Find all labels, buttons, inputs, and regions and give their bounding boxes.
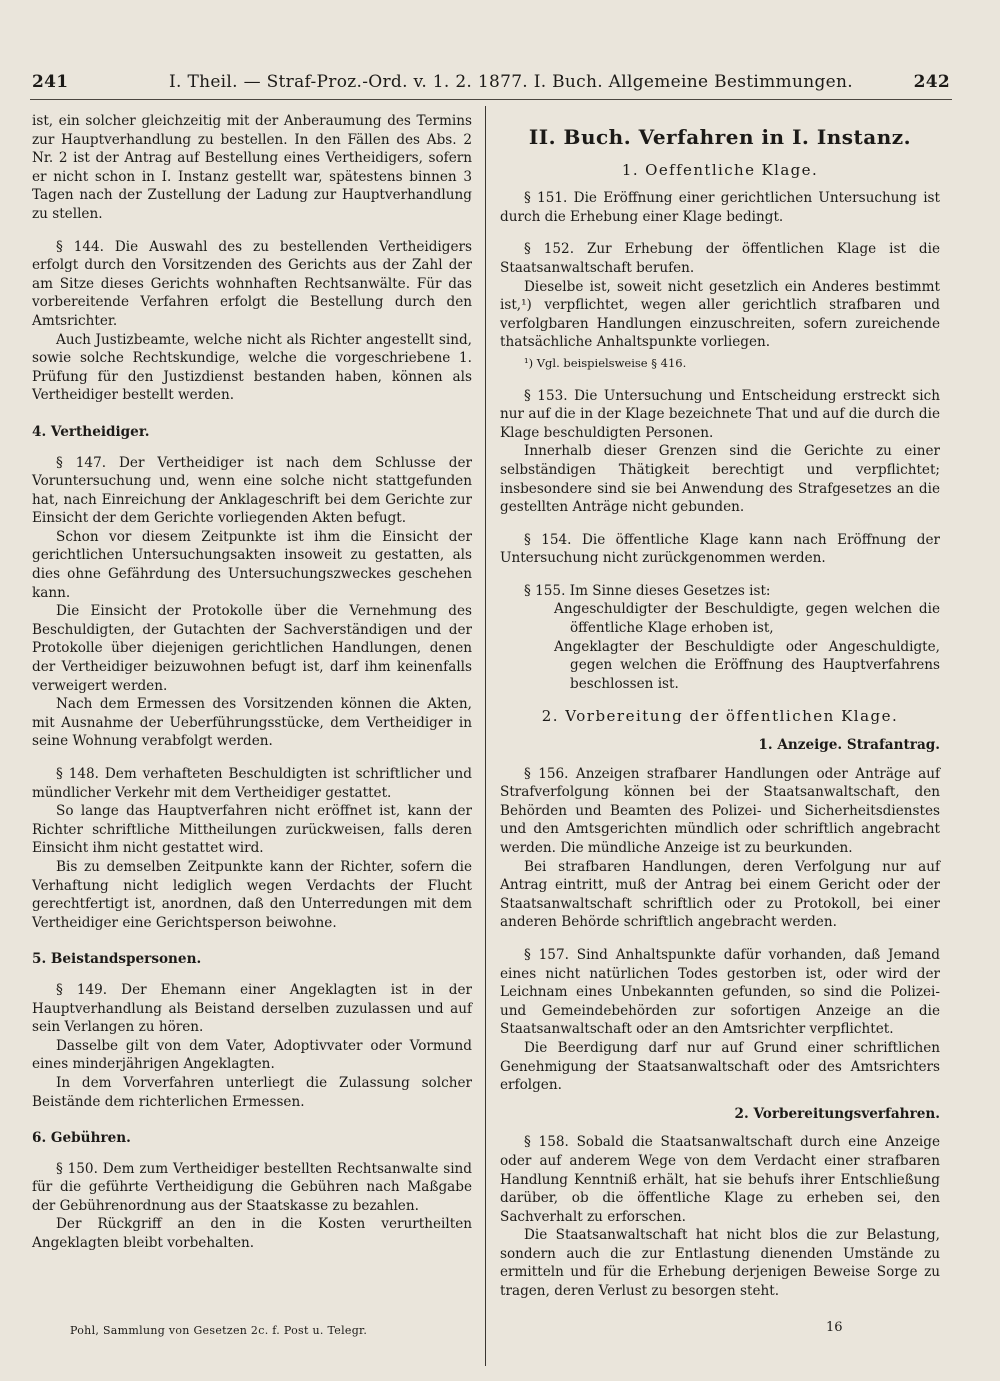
subheading-oeffentliche-klage: 1. Oeffentliche Klage. xyxy=(621,160,819,179)
right-column xyxy=(500,120,940,1301)
paragraph: Auch Justizbeamte, welche nicht als Richter angestellt sind, sowie solche Rechtskundige, welche die vorgeschriebene 1. Prüfung für den Justizdienst bestanden haben, können als Vertheidiger bestellt werden. xyxy=(32,331,472,404)
section-151: § 151. Die Eröffnung einer gerichtlichen Untersuchung ist durch die Erhebung einer Klage bedingt. xyxy=(500,190,940,225)
section-155: § 155. Im Sinne dieses Gesetzes ist: xyxy=(524,582,771,599)
paragraph: ist, ein solcher gleichzeitig mit der Anberaumung des Termins zur Hauptverhandlung zu bestellen. In den Fällen des Abs. 2 Nr. 2 ist der Antrag auf Bestellung eines Vertheidigers, sofern er nicht schon in I. Instanz gestellt war, spätestens binnen 3 Tagen nach der Zustellung der Ladung zur Hauptverhandlung zu stellen. xyxy=(32,113,472,222)
section-157: § 157. Sind Anhaltspunkte dafür vorhanden, daß Jemand eines nicht natürlichen Todes gestorben ist, oder wird der Leichnam eines Unbekannten gefunden, so sind die Polizei- und Gemeindebehörden zur sofortigen Anzeige an die Staatsanwaltschaft oder an den Amtsrichter verpflichtet. xyxy=(500,946,940,1038)
footnote: ¹) Vgl. beispielsweise § 416. xyxy=(524,355,687,370)
heading-anzeige: 1. Anzeige. Strafantrag. xyxy=(758,737,940,754)
section-156: § 156. Anzeigen strafbarer Handlungen oder Anträge auf Strafverfolgung können bei der Staatsanwaltschaft, den Behörden und Beamten des Polizei- und Sicherheitsdienstes und den Amtsgerichten mündlich oder schriftlich angebracht werden. Die mündliche Anzeige ist zu beurkunden. xyxy=(500,765,940,856)
section-154: § 154. Die öffentliche Klage kann nach Eröffnung der Untersuchung nicht zurückgenommen werden. xyxy=(500,531,940,567)
footer-source: Pohl, Sammlung von Gesetzen 2c. f. Post u. Telegr. xyxy=(70,1324,368,1337)
sheet-number: 16 xyxy=(826,1320,843,1335)
left-page-number: 241 xyxy=(32,72,69,92)
section-149: § 149. Der Ehemann einer Angeklagten ist in der Hauptverhandlung als Beistand derselben zuzulassen und auf sein Verlangen zu hören. xyxy=(32,981,472,1036)
right-page-number: 242 xyxy=(913,72,950,92)
section-144: § 144. Die Auswahl des zu bestellenden Vertheidigers erfolgt durch den Vorsitzenden des Gerichts aus der Zahl der am Sitze dieses Gerichts wohnhaften Rechtsanwälte. Für das vorbereitende Verfahren erfolgt die Bestellung durch den Amtsrichter. xyxy=(32,238,472,329)
paragraph: Die Beerdigung darf nur auf Grund einer schriftlichen Genehmigung der Staatsanwaltschaft oder des Amtsrichters erfolgen. xyxy=(500,1039,940,1094)
section-150: § 150. Dem zum Vertheidiger bestellten Rechtsanwalte sind für die geführte Vertheidigung die Gebühren nach Maßgabe der Gebührenordnung aus der Staatskasse zu bezahlen. xyxy=(32,1160,472,1214)
paragraph: Die Staatsanwaltschaft hat nicht blos die zur Belastung, sondern auch die zur Entlastung dienenden Umstände zu ermitteln und für die Erhebung derjenigen Beweise Sorge zu tragen, deren Verlust zu besorgen steht. xyxy=(500,1227,940,1300)
paragraph: In dem Vorverfahren unterliegt die Zulassung solcher Beistände dem richterlichen Ermessen. xyxy=(32,1074,472,1110)
section-153: § 153. Die Untersuchung und Entscheidung erstreckt sich nur auf die in der Klage bezeichnete That und auf die durch die Klage beschuldigten Personen. xyxy=(500,387,940,441)
paragraph: Schon vor diesem Zeitpunkte ist ihm die Einsicht der gerichtlichen Untersuchungsakten insoweit zu gestatten, als dies ohne Gefährdung des Untersuchungszweckes geschehen kann. xyxy=(32,528,472,601)
section-147: § 147. Der Vertheidiger ist nach dem Schlusse der Voruntersuchung und, wenn eine solche nicht stattgefunden hat, nach Einreichung der Anklageschrift bei dem Gerichte zur Einsicht der dem Gerichte vorliegenden Akten befugt. xyxy=(32,454,472,527)
paragraph: Nach dem Ermessen des Vorsitzenden können die Akten, mit Ausnahme der Ueberführungsstücke, dem Vertheidiger in seine Wohnung verabfolgt werden. xyxy=(32,696,472,750)
definition-item: Angeschuldigter der Beschuldigte, gegen welchen die öffentliche Klage erhoben ist, xyxy=(554,601,940,637)
book-heading: II. Buch. Verfahren in I. Instanz. xyxy=(528,125,912,149)
subheading-vorbereitung: 2. Vorbereitung der öffentlichen Klage. xyxy=(541,707,899,726)
paragraph: Innerhalb dieser Grenzen sind die Gerichte zu einer selbständigen Thätigkeit berechtigt und verpflichtet; insbesondere sind sie bei Anwendung des Strafgesetzes an die gestellten Anträge nicht gebunden. xyxy=(500,443,940,516)
section-148: § 148. Dem verhafteten Beschuldigten ist schriftlicher und mündlicher Verkehr mit dem Vertheidiger gestattet. xyxy=(32,766,472,801)
paragraph: Bis zu demselben Zeitpunkte kann der Richter, sofern die Verhaftung nicht lediglich wegen Verdachts der Flucht gerechtfertigt ist, anordnen, daß den Unterredungen mit dem Vertheidiger eine Gerichtsperson beiwohne. xyxy=(32,858,472,931)
column-divider xyxy=(485,106,486,1366)
heading-gebuehren: 6. Gebühren. xyxy=(32,1130,131,1147)
paragraph: Dieselbe ist, soweit nicht gesetzlich ein Anderes bestimmt ist,¹) verpflichtet, wegen aller gerichtlich strafbaren und verfolgbaren Handlungen einzuschreiten, sofern zureichende thatsächliche Anhaltspunkte vorliegen. xyxy=(500,278,940,351)
definition-item: Angeklagter der Beschuldigte oder Angeschuldigte, gegen welchen die Eröffnung des Hauptverfahrens beschlossen ist. xyxy=(554,638,940,692)
running-title: I. Theil. — Straf-Proz.-Ord. v. 1. 2. 1877. I. Buch. Allgemeine Bestimmungen. xyxy=(169,72,853,92)
paragraph: Dasselbe gilt von dem Vater, Adoptivvater oder Vormund eines minderjährigen Angeklagten. xyxy=(32,1037,472,1073)
paragraph: Die Einsicht der Protokolle über die Vernehmung des Beschuldigten, der Gutachten der Sachverständigen und der Protokolle über diejenigen gerichtlichen Handlungen, denen der Vertheidiger beizuwohnen befugt ist, darf ihm keinenfalls verweigert werden. xyxy=(32,603,472,694)
heading-vorbereitungsverfahren: 2. Vorbereitungsverfahren. xyxy=(734,1105,940,1122)
heading-vertheidiger: 4. Vertheidiger. xyxy=(32,423,150,440)
left-column xyxy=(32,112,472,1253)
section-152: § 152. Zur Erhebung der öffentlichen Klage ist die Staatsanwaltschaft berufen. xyxy=(500,241,940,276)
paragraph: Bei strafbaren Handlungen, deren Verfolgung nur auf Antrag eintritt, muß der Antrag bei einem Gericht oder der Staatsanwaltschaft schriftlich oder zu Protokoll, bei einer anderen Behörde schriftlich angebracht werden. xyxy=(500,858,940,931)
running-header xyxy=(32,72,950,98)
section-158: § 158. Sobald die Staatsanwaltschaft durch eine Anzeige oder auf anderem Wege von dem Verdacht einer strafbaren Handlung Kenntniß erhält, hat sie behufs ihrer Entschließung darüber, ob die öffentliche Klage zu erheben sei, den Sachverhalt zu erforschen. xyxy=(500,1134,940,1225)
paragraph: So lange das Hauptverfahren nicht eröffnet ist, kann der Richter schriftliche Mittheilungen zurückweisen, falls deren Einsicht ihm nicht gestattet wird. xyxy=(32,803,472,857)
heading-beistandspersonen: 5. Beistandspersonen. xyxy=(32,951,202,968)
paragraph: Der Rückgriff an den in die Kosten verurtheilten Angeklagten bleibt vorbehalten. xyxy=(32,1216,472,1252)
header-rule xyxy=(30,99,952,100)
